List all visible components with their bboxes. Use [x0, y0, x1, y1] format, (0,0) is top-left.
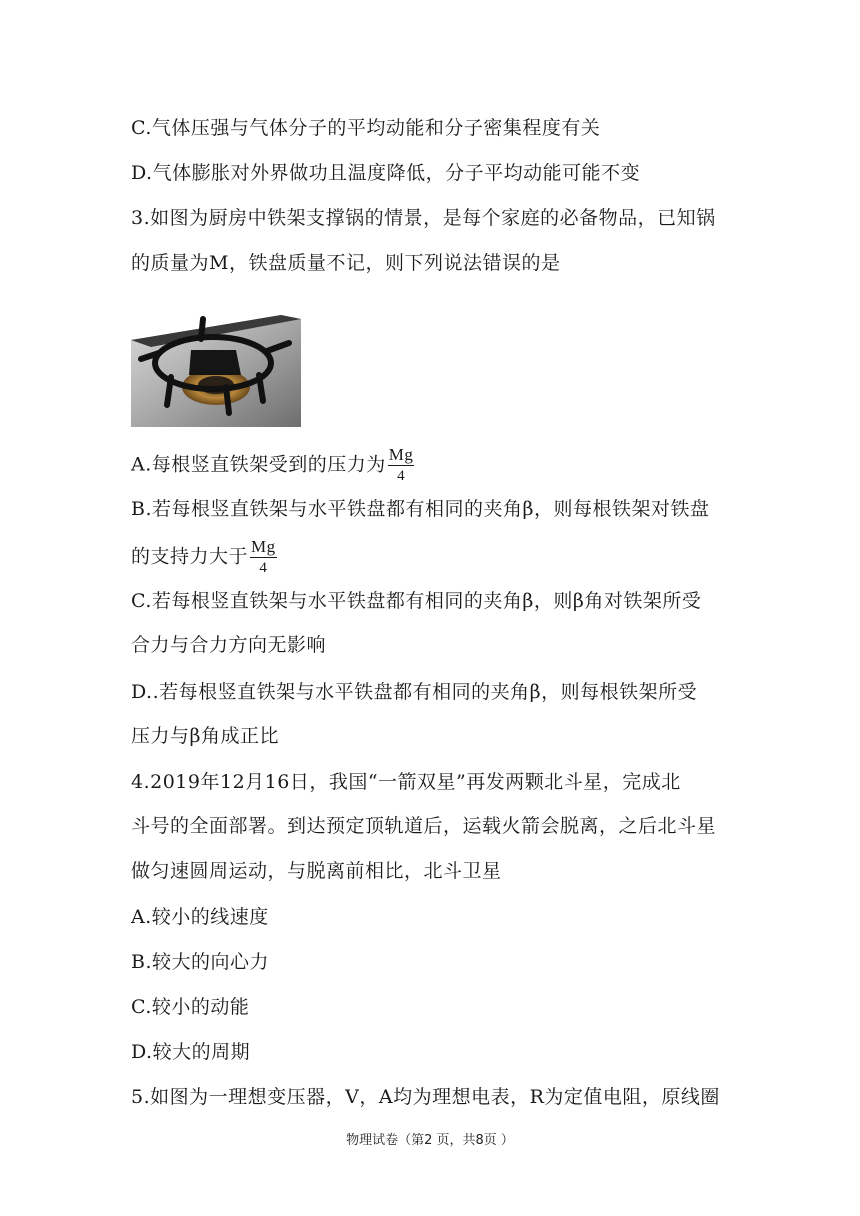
- q4-stem-line-1: 4.2019年12月16日，我国“一箭双星”再发两颗北斗星，完成北: [131, 771, 681, 793]
- stove-rack-photo: [131, 305, 301, 427]
- q3-option-b-line-1: B.若每根竖直铁架与水平铁盘都有相同的夹角β，则每根铁架对铁盘: [131, 498, 710, 520]
- q4-stem-line-3: 做匀速圆周运动，与脱离前相比，北斗卫星: [131, 860, 502, 882]
- q3-option-b-text: 的支持力大于: [131, 545, 249, 568]
- q3-stem-line-2: 的质量为M，铁盘质量不记，则下列说法错误的是: [131, 252, 561, 274]
- q4-option-b: B.较大的向心力: [131, 951, 270, 973]
- q4-option-d: D.较大的周期: [131, 1041, 251, 1063]
- q3-option-d-line-1: D..若每根竖直铁架与水平铁盘都有相同的夹角β，则每根铁架所受: [131, 681, 698, 703]
- q2-option-c: C.气体压强与气体分子的平均动能和分子密集程度有关: [131, 117, 601, 139]
- q3-option-c-line-1: C.若每根竖直铁架与水平铁盘都有相同的夹角β，则β角对铁架所受: [131, 590, 702, 612]
- q3-option-a-text: A.每根竖直铁架受到的压力为: [131, 453, 386, 476]
- q4-option-a: A.较小的线速度: [131, 906, 269, 928]
- q3-option-a: [131, 445, 414, 486]
- fraction-denominator: 4: [259, 560, 268, 576]
- fraction-mg-over-4: [388, 445, 415, 486]
- page-footer: 物理试卷（第2 页，共8页 ）: [346, 1133, 514, 1148]
- q3-option-b-line-2: [131, 537, 277, 578]
- q3-option-c-line-2: 合力与合力方向无影响: [131, 634, 327, 656]
- fraction-mg-over-4: [250, 537, 277, 578]
- q2-option-d: D.气体膨胀对外界做功且温度降低，分子平均动能可能不变: [131, 162, 641, 184]
- q4-stem-line-2: 斗号的全面部署。到达预定顶轨道后，运载火箭会脱离，之后北斗星: [131, 815, 717, 837]
- fraction-denominator: 4: [397, 468, 406, 484]
- q5-stem-line-1: 5.如图为一理想变压器，V，A均为理想电表，R为定值电阻，原线圈: [131, 1086, 720, 1108]
- fraction-numerator: Mg: [251, 537, 276, 556]
- q3-stem-line-1: 3.如图为厨房中铁架支撑锅的情景，是每个家庭的必备物品，已知锅: [131, 207, 716, 229]
- q4-option-c: C.较小的动能: [131, 996, 250, 1018]
- q3-option-d-line-2: 压力与β角成正比: [131, 725, 279, 747]
- fraction-numerator: Mg: [388, 445, 414, 464]
